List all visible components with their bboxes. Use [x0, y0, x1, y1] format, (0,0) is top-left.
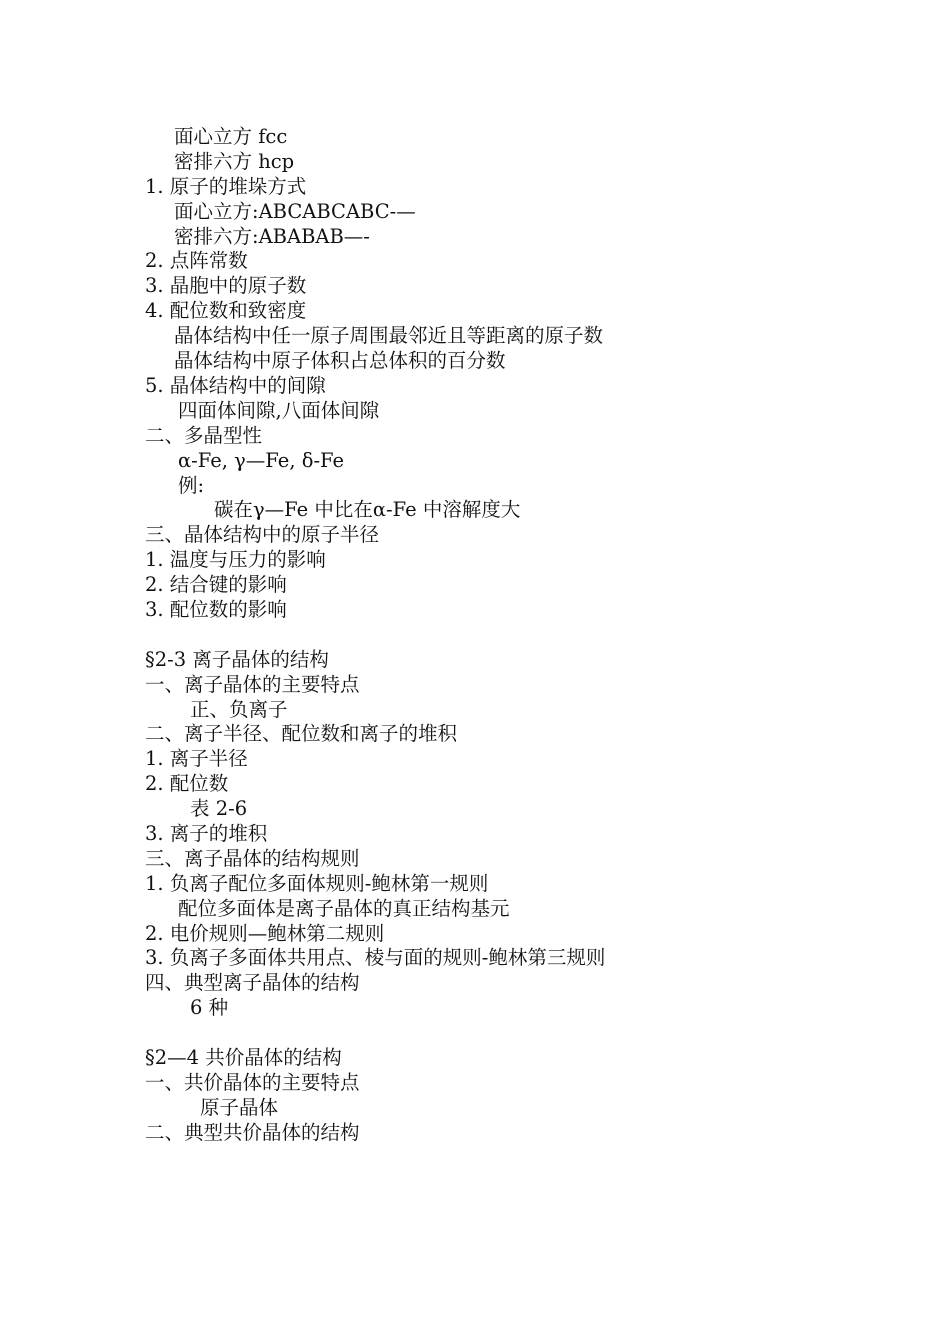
heading-structure-rules: 三、离子晶体的结构规则	[145, 847, 360, 870]
line-hcp: 密排六方 hcp	[174, 150, 295, 173]
line-atomic-crystal: 原子晶体	[200, 1096, 279, 1119]
section-covalent-crystals: §2—4 共价晶体的结构	[145, 1046, 342, 1069]
line-fcc-stacking: 面心立方:ABCABCABC-—	[174, 200, 416, 223]
heading-polymorphism: 二、多晶型性	[145, 424, 263, 447]
heading-coordination: 4. 配位数和致密度	[145, 299, 307, 322]
line-hcp-stacking: 密排六方:ABABAB—-	[174, 225, 370, 248]
heading-interstices: 5. 晶体结构中的间隙	[145, 374, 326, 397]
line-carbon-solubility: 碳在γ—Fe 中比在α-Fe 中溶解度大	[214, 498, 521, 521]
line-bonding: 2. 结合键的影响	[145, 573, 287, 596]
line-six-kinds: 6 种	[190, 996, 229, 1019]
line-fcc: 面心立方 fcc	[174, 125, 288, 148]
line-polyhedron: 配位多面体是离子晶体的真正结构基元	[178, 897, 510, 920]
line-pauling-third: 3. 负离子多面体共用点、棱与面的规则-鲍林第三规则	[145, 946, 606, 969]
heading-ionic-features: 一、离子晶体的主要特点	[145, 673, 360, 696]
line-coordination-number: 2. 配位数	[145, 772, 229, 795]
line-packing-def: 晶体结构中原子体积占总体积的百分数	[174, 349, 506, 372]
line-ionic-radius: 1. 离子半径	[145, 747, 248, 770]
heading-ionic-radius: 二、离子半径、配位数和离子的堆积	[145, 722, 458, 745]
line-example: 例:	[178, 474, 205, 497]
line-temperature-pressure: 1. 温度与压力的影响	[145, 548, 326, 571]
line-coordination-def: 晶体结构中任一原子周围最邻近且等距离的原子数	[174, 324, 604, 347]
line-pauling-second: 2. 电价规则—鲍林第二规则	[145, 922, 385, 945]
heading-lattice-constant: 2. 点阵常数	[145, 249, 248, 272]
line-pauling-first: 1. 负离子配位多面体规则-鲍林第一规则	[145, 872, 489, 895]
line-interstices: 四面体间隙,八面体间隙	[178, 399, 380, 422]
heading-atomic-radius: 三、晶体结构中的原子半径	[145, 523, 380, 546]
heading-typical-ionic: 四、典型离子晶体的结构	[145, 971, 360, 994]
line-ion-packing: 3. 离子的堆积	[145, 822, 268, 845]
line-ions: 正、负离子	[190, 698, 288, 721]
heading-atoms-per-cell: 3. 晶胞中的原子数	[145, 274, 307, 297]
line-coordination-effect: 3. 配位数的影响	[145, 598, 287, 621]
line-iron-phases: α-Fe, γ—Fe, δ-Fe	[178, 449, 345, 472]
section-ionic-crystals: §2-3 离子晶体的结构	[145, 648, 329, 671]
heading-stacking: 1. 原子的堆垛方式	[145, 175, 307, 198]
line-table-ref: 表 2-6	[190, 797, 248, 820]
heading-typical-covalent: 二、典型共价晶体的结构	[145, 1121, 360, 1144]
heading-covalent-features: 一、共价晶体的主要特点	[145, 1071, 360, 1094]
